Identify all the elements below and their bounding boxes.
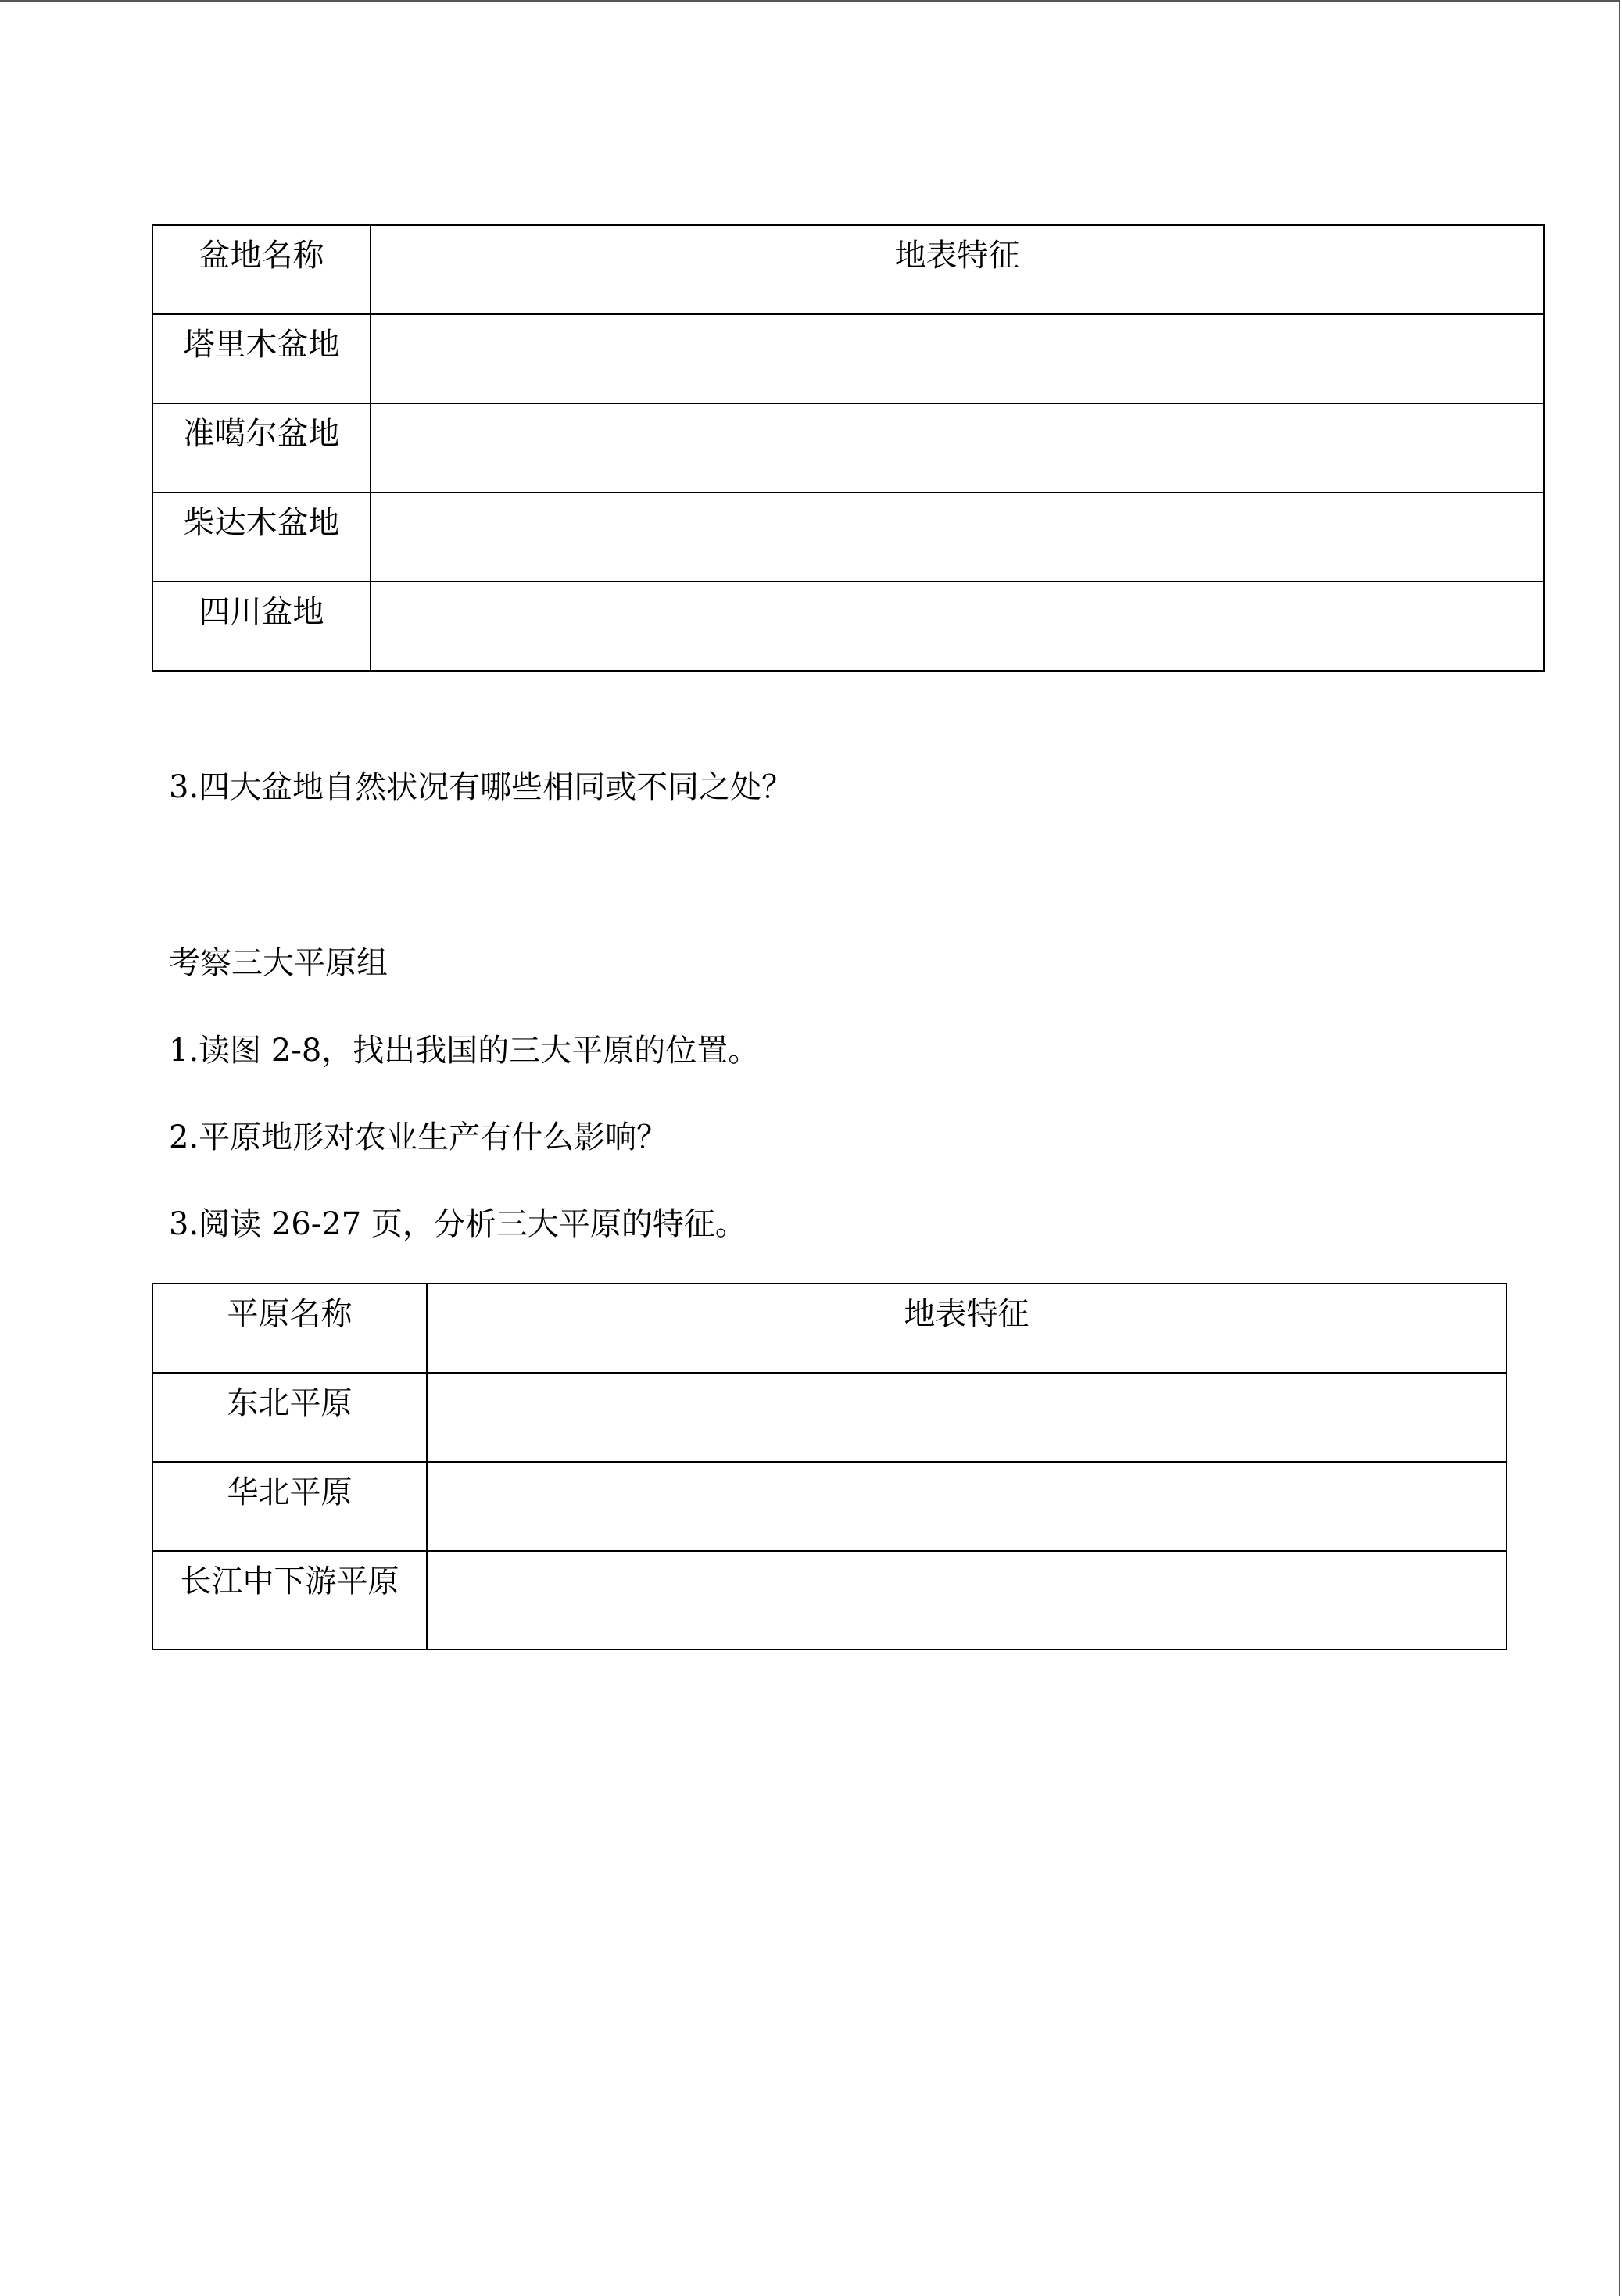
basin-name-cell: 塔里木盆地 bbox=[152, 314, 371, 403]
plain-name-cell: 东北平原 bbox=[152, 1373, 427, 1462]
plain-name-cell: 华北平原 bbox=[152, 1462, 427, 1551]
column-header-basin-name: 盆地名称 bbox=[152, 225, 371, 314]
surface-features-cell[interactable] bbox=[427, 1462, 1506, 1551]
table-header-row bbox=[152, 225, 1544, 314]
basin-features-table bbox=[152, 224, 1545, 672]
plains-section-heading: 考察三大平原组 bbox=[169, 945, 388, 981]
basin-name-cell: 四川盆地 bbox=[152, 582, 371, 671]
column-header-plain-name: 平原名称 bbox=[152, 1284, 427, 1373]
plains-question-3: 3.阅读 26-27 页，分析三大平原的特征。 bbox=[169, 1206, 747, 1242]
column-header-surface-features: 地表特征 bbox=[427, 1284, 1506, 1373]
surface-features-cell[interactable] bbox=[427, 1551, 1506, 1649]
table-row bbox=[152, 314, 1544, 403]
table-row bbox=[152, 1462, 1506, 1551]
surface-features-cell[interactable] bbox=[371, 403, 1544, 493]
surface-features-cell[interactable] bbox=[427, 1373, 1506, 1462]
table-row bbox=[152, 403, 1544, 493]
plain-name-cell: 长江中下游平原 bbox=[152, 1551, 427, 1649]
surface-features-cell[interactable] bbox=[371, 493, 1544, 582]
table-row bbox=[152, 1373, 1506, 1462]
surface-features-cell[interactable] bbox=[371, 314, 1544, 403]
plains-question-2: 2.平原地形对农业生产有什么影响？ bbox=[169, 1119, 668, 1155]
table-row bbox=[152, 582, 1544, 671]
basin-question-3: 3.四大盆地自然状况有哪些相同或不同之处？ bbox=[169, 769, 793, 805]
table-row bbox=[152, 493, 1544, 582]
plains-question-1: 1.读图 2-8，找出我国的三大平原的位置。 bbox=[169, 1033, 760, 1069]
plain-features-table bbox=[152, 1283, 1507, 1650]
basin-name-cell: 准噶尔盆地 bbox=[152, 403, 371, 493]
surface-features-cell[interactable] bbox=[371, 582, 1544, 671]
table-header-row bbox=[152, 1284, 1506, 1373]
column-header-surface-features: 地表特征 bbox=[371, 225, 1544, 314]
basin-name-cell: 柴达木盆地 bbox=[152, 493, 371, 582]
table-row bbox=[152, 1551, 1506, 1649]
